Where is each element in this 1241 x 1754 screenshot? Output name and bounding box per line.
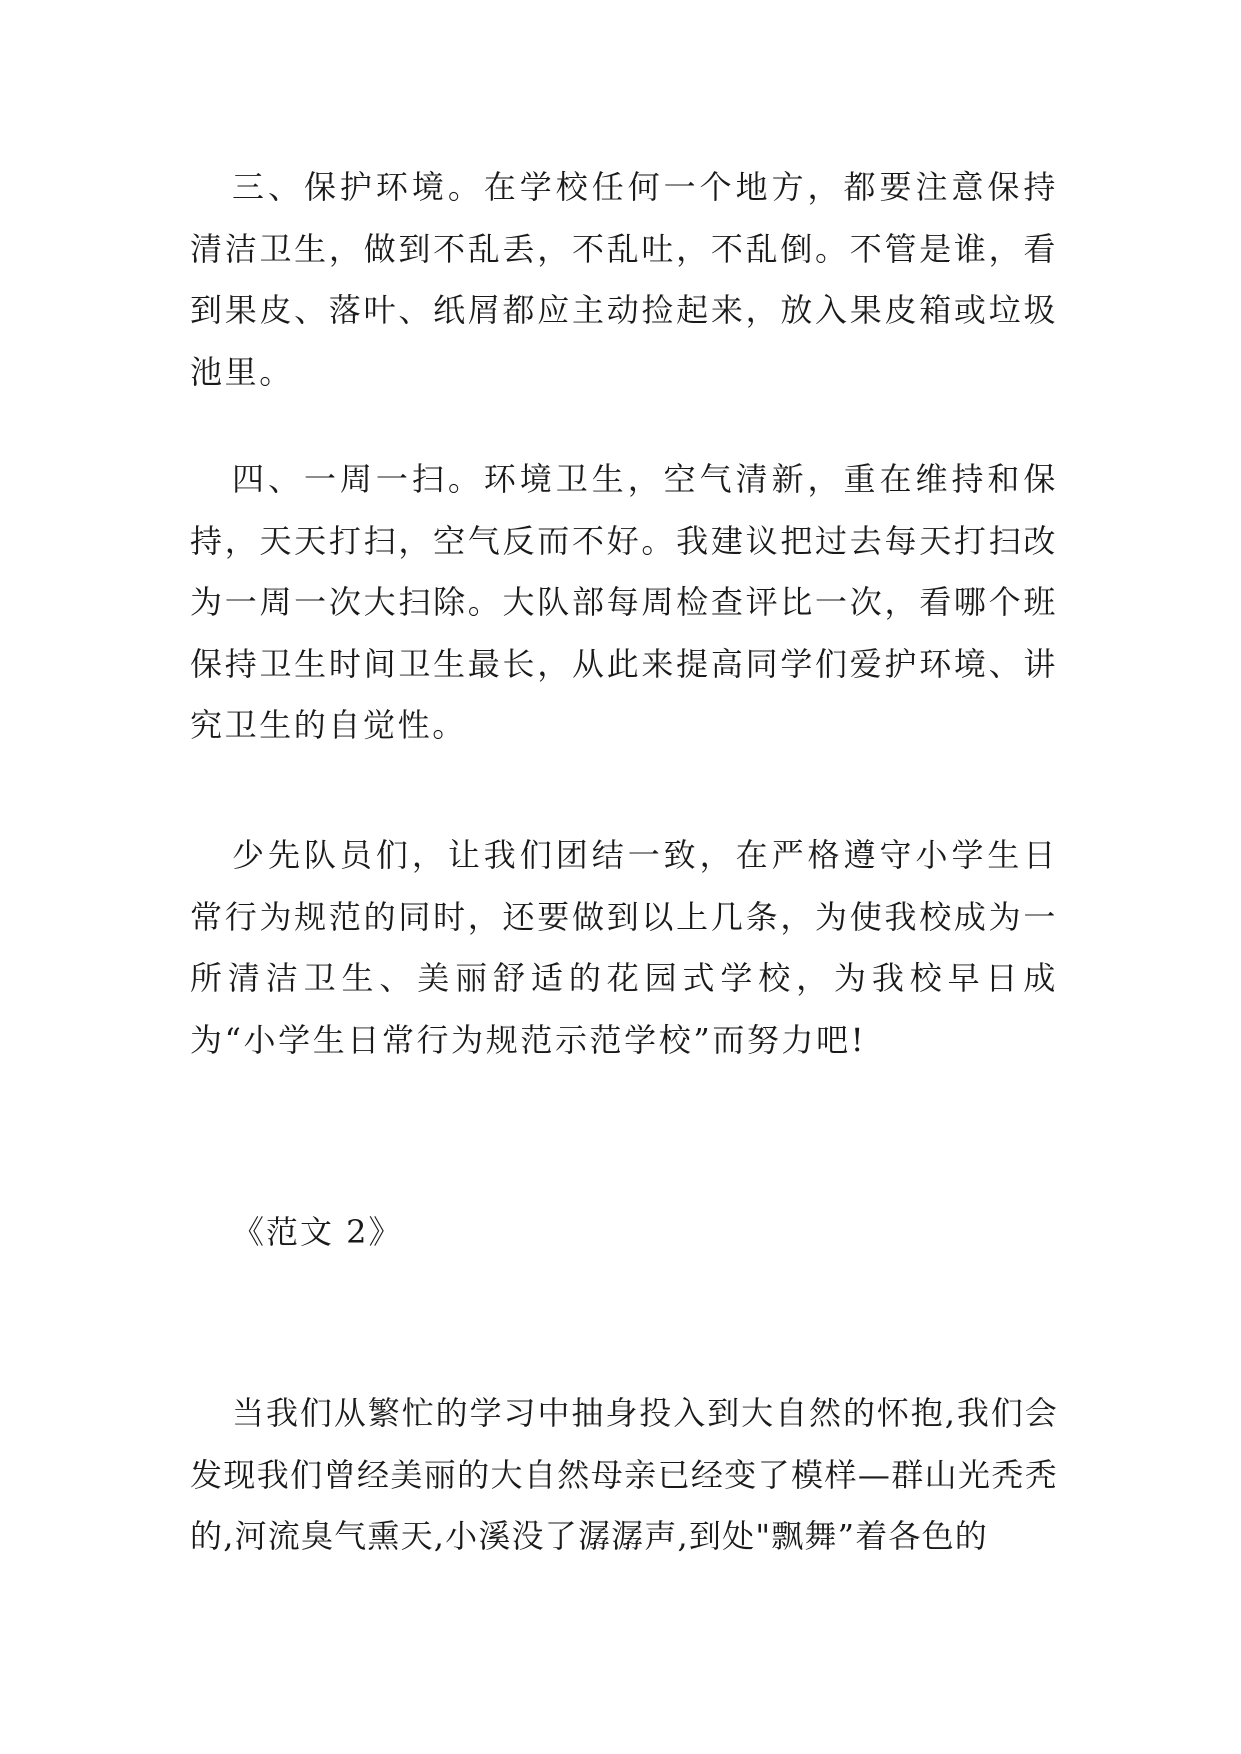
- paragraph-weekly-cleaning: 四、一周一扫。环境卫生，空气清新，重在维持和保持，天天打扫，空气反而不好。我建议把过去每天打扫改为一周一次大扫除。大队部每周检查评比一次，看哪个班保持卫生时间卫生最长，从此来提高同学们爱护环境、讲究卫生的自觉性。: [190, 460, 1058, 744]
- paragraph-nature-essay: 当我们从繁忙的学习中抽身投入到大自然的怀抱,我们会发现我们曾经美丽的大自然母亲已经变了模样—群山光秃秃的,河流臭气熏天,小溪没了潺潺声,到处"飘舞”着各色的: [190, 1394, 1058, 1555]
- paragraph-call-to-action: 少先队员们，让我们团结一致，在严格遵守小学生日常行为规范的同时，还要做到以上几条，为使我校成为一所清洁卫生、美丽舒适的花园式学校，为我校早日成为“小学生日常行为规范示范学校”而努力吧!: [190, 836, 1058, 1059]
- paragraph-protect-environment: 三、保护环境。在学校任何一个地方，都要注意保持清洁卫生，做到不乱丢，不乱吐，不乱倒。不管是谁，看到果皮、落叶、纸屑都应主动捡起来，放入果皮箱或垃圾池里。: [190, 168, 1058, 391]
- section-heading: 《范文 2》: [232, 1213, 403, 1251]
